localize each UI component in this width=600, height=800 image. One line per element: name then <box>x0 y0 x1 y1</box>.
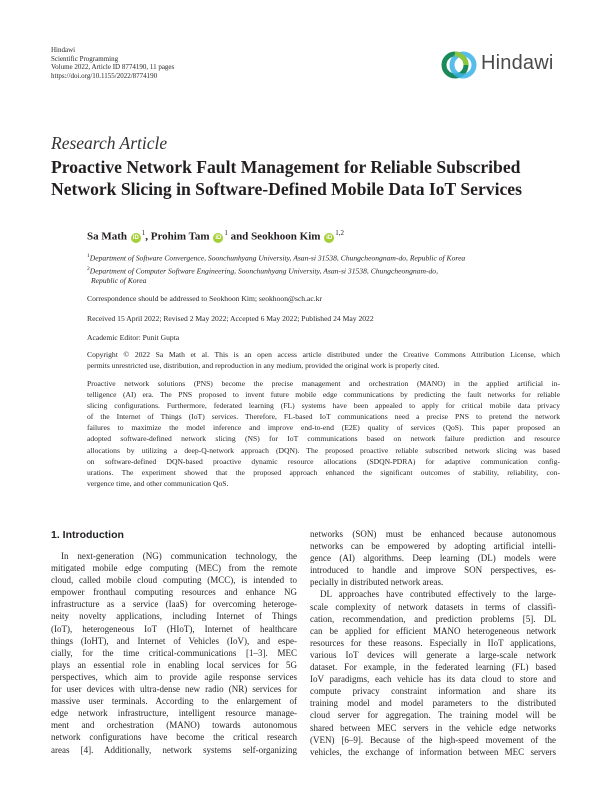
text-line: cloud server for aggregation. The training model will be <box>310 710 556 721</box>
text-line: massive user terminals. According to the enlargement of <box>51 696 297 707</box>
affiliation-text: Republic of Korea <box>91 276 147 286</box>
doi-link[interactable]: https://doi.org/10.1155/2022/8774190 <box>51 71 158 80</box>
text-line: cially, for the time critical-communications [1–3]. MEC <box>51 647 297 658</box>
orcid-icon[interactable]: iD <box>215 234 222 241</box>
author-separator: , <box>145 230 151 243</box>
affiliation-line <box>87 276 557 286</box>
text-line: slicing configurations. Furthermore, federated learning (FL) systems have been appealed to apply for critical mobile data privacy <box>87 401 560 411</box>
text-line: plays an essential role in enabling local services for 5G <box>51 659 297 670</box>
academic-editor: Academic Editor: Punit Gupta <box>87 333 180 342</box>
orcid-icon[interactable]: iD <box>326 234 333 241</box>
text-line: (VEN) [6–9]. Because of the high-speed movement of the <box>310 734 556 745</box>
text-line: edge network infrastructure, intelligent resource manage- <box>51 708 297 719</box>
text-line: networks can be empowered by adopting artificial intelli- <box>310 541 556 552</box>
text-line: failures to maximize the model inference and improve end-to-end (E2E) quality of services (QoS). This paper proposed an <box>87 423 560 433</box>
logo-wordmark: Hindawi <box>481 52 554 74</box>
affiliations <box>87 251 557 286</box>
article-title <box>51 156 561 200</box>
journal-header <box>51 46 174 80</box>
text-line: empower fronthaul computing resources and enhance NG <box>51 587 297 598</box>
text-line: permits unrestricted use, distribution, and reproduction in any medium, provided the original work is properly cited. <box>87 361 440 371</box>
text-line: for user devices with ultra-dense new radio (NR) services for <box>51 684 297 695</box>
text-line: compute privacy constraint information and share its <box>310 686 556 697</box>
author-name: Seokhoon Kim <box>251 230 321 243</box>
publication-dates: Received 15 April 2022; Revised 2 May 2022; Accepted 6 May 2022; Published 24 May 2022 <box>87 314 374 323</box>
text-line: vergence time, and other communication QoS. <box>87 478 229 488</box>
title-line: Proactive Network Fault Management for Reliable Subscribed <box>51 157 521 177</box>
text-line: ment and orchestration (MANO) towards autonomous <box>51 720 297 731</box>
text-line: shared between MEC servers in the vehicle edge networks <box>310 722 556 733</box>
author-list <box>87 229 344 243</box>
correspondence: Correspondence should be addressed to Seokhoon Kim; seokhoon@sch.ac.kr <box>87 294 322 303</box>
affiliation-mark: 2 <box>87 265 90 272</box>
text-line: IoV paradigms, each vehicle has its data cloud to store and <box>310 674 556 685</box>
text-line: (IoT), heterogeneous IoT (HIoT), Internet of healthcare <box>51 623 297 634</box>
text-line: areas [4]. Additionally, network systems self-organizing <box>51 744 297 755</box>
text-line: network configurations have become the critical research <box>51 732 297 743</box>
text-line: urations. The experiment showed that the proposed approach enhanced the significant outcomes of stability, reliability, con- <box>87 467 560 477</box>
affiliation-mark: 1 <box>87 253 90 259</box>
body-column-left <box>51 550 297 756</box>
journal-name: Scientific Programming <box>51 54 119 63</box>
article-type: Research Article <box>51 133 168 153</box>
author-affiliation-mark: 1,2 <box>335 229 344 237</box>
text-line: gence (AI) algorithms. Deep learning (DL) models were <box>310 553 556 564</box>
text-line: telligence (AI) era. The PNS proposed to invent future mobile edge communications by predicting the fault networks for reliable <box>87 390 560 400</box>
text-line: pecially in distributed network areas. <box>310 577 444 588</box>
title-line: Network Slicing in Software-Defined Mobile Data IoT Services <box>51 179 522 199</box>
text-line: DL approaches have contributed effectively to the large- <box>320 589 556 600</box>
body-column-right <box>310 528 556 758</box>
text-line: resources for these reasons. Especially in IIoT applications, <box>310 637 556 648</box>
text-line: allocations by utilizing a deep-Q-network approach (DQN). The proposed proactive reliable subscribed network slicing was based <box>87 445 560 455</box>
publisher-name: Hindawi <box>51 46 76 54</box>
text-line: on software-defined DQN-based proactive dynamic resource allocations (SDQN-PDRA) for adaptive communication config- <box>87 456 560 466</box>
copyright-notice <box>87 349 560 371</box>
author-name: Prohim Tam <box>150 230 210 243</box>
hindawi-logo[interactable] <box>441 47 561 85</box>
text-line: introduced to handle and improve SON perspectives, es- <box>310 565 556 576</box>
text-line: various IoT devices will generate a large-scale network <box>310 649 556 660</box>
text-line: training model and model parameters to the distributed <box>310 698 556 709</box>
orcid-icon[interactable]: iD <box>132 234 139 241</box>
text-line: mitigated mobile edge computing (MEC) from the remote <box>51 563 297 574</box>
author-separator: and <box>227 230 252 243</box>
abstract <box>87 378 560 489</box>
author-affiliation-mark: 1 <box>141 229 146 237</box>
affiliation-text: Department of Software Convergence, Soonchunhyang University, Asan-si 31538, Chungcheongnam-do, Republic of Korea <box>89 253 466 263</box>
affiliation-text: Department of Computer Software Engineering, Soonchunhyang University, Asan-si 31538, Chungcheongnam-do, <box>89 266 438 276</box>
text-line: Proactive network solutions (PNS) become the precise management and orchestration (MANO) in the applied artificial in- <box>87 379 560 388</box>
text-line: adopted software-defined network slicing (NS) for IoT communications based on network failure prediction and resource <box>87 434 560 444</box>
text-line: neity novelty applications, including Internet of Things <box>51 611 297 622</box>
text-line: perspectives, which aim to provide agile response services <box>51 671 297 682</box>
text-line: cloud, called mobile cloud computing (MCC), is intended to <box>51 575 297 586</box>
text-line: cation, recommendation, and prediction problems [5]. DL <box>310 613 556 624</box>
author-affiliation-mark: 1 <box>224 229 228 237</box>
text-line: networks (SON) must be enhanced because autonomous <box>310 529 556 539</box>
volume-info: Volume 2022, Article ID 8774190, 11 pages <box>51 63 175 72</box>
text-line: dataset. For example, in the federated learning (FL) based <box>310 662 556 673</box>
text-line: things (IoHT), and Internet of Vehicles (IoV), and espe- <box>51 635 297 646</box>
text-line: In next-generation (NG) communication technology, the <box>61 551 297 561</box>
hindawi-logo-icon <box>441 47 477 83</box>
affiliation-line <box>87 251 557 264</box>
affiliation-line <box>87 264 557 277</box>
text-line: can be applied for efficient MANO heterogeneous network <box>310 625 556 636</box>
author-name: Sa Math <box>87 230 128 243</box>
text-line: scale complexity of network datasets in terms of classifi- <box>310 601 556 612</box>
text-line: of the Internet of Things (IoT) services. Therefore, FL-based IoT communications need a precise PNS to pretend the network <box>87 412 560 422</box>
text-line: infrastructure as a service (IaaS) for overcoming heteroge- <box>51 599 297 610</box>
text-line: vehicles, the exchange of information between MEC servers <box>310 746 556 757</box>
text-line: Copyright © 2022 Sa Math et al. This is an open access article distributed under the Creative Commons Attribution License, which <box>87 350 560 359</box>
section-heading: 1. Introduction <box>51 529 124 541</box>
